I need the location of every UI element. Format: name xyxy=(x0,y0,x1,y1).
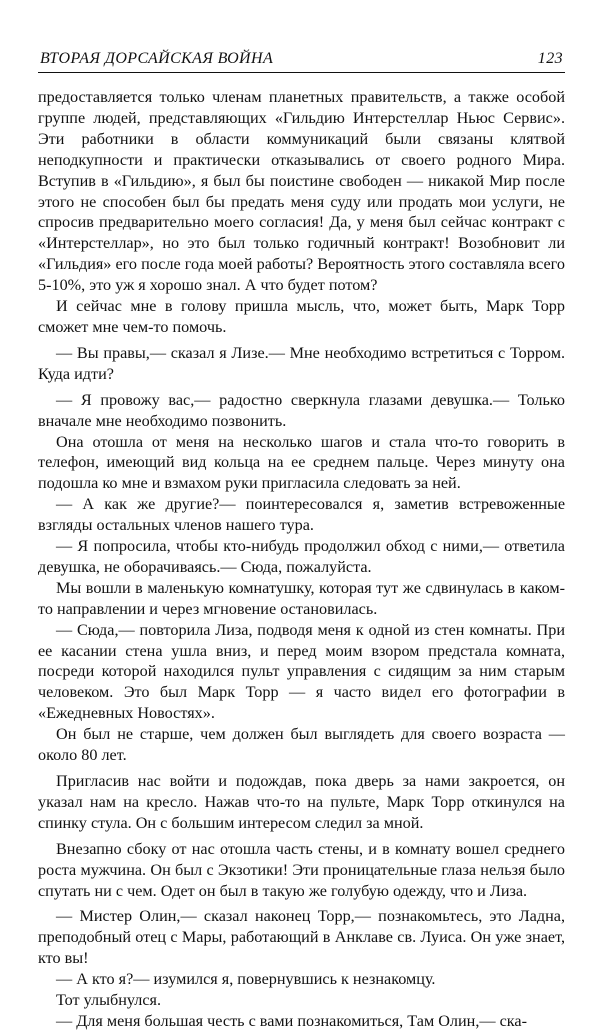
paragraph: Тот улыбнулся. xyxy=(56,991,162,1010)
body-text xyxy=(38,87,565,1032)
running-title: ВТОРАЯ ДОРСАЙСКАЯ ВОЙНА xyxy=(40,50,274,67)
paragraph: — Для меня большая честь с вами познакомиться, Там Олин,— ска- xyxy=(56,1011,527,1030)
paragraph: — Вы правы,— сказал я Лизе.— Мне необходимо встретиться с Торром. Куда идти? xyxy=(38,343,565,383)
paragraph: — Я провожу вас,— радостно сверкнула глазами девушка.— Только вначале мне необходимо позвонить. xyxy=(38,390,565,430)
paragraph: И сейчас мне в голову пришла мысль, что, может быть, Марк Торр сможет мне чем-то помочь. xyxy=(38,297,565,336)
paragraph: — А кто я?— изумился я, повернувшись к незнакомцу. xyxy=(56,970,436,989)
paragraph: Пригласив нас войти и подождав, пока дверь за нами закроется, он указал нам на кресло. Нажав что-то на пульте, Марк Торр откинулся на спинку стула. Он с большим интересом следил за мной. xyxy=(38,772,565,832)
paragraph: Она отошла от меня на несколько шагов и стала что-то говорить в телефон, имеющий вид кольца на ее среднем пальце. Через минуту она подошла ко мне и взмахом руки пригласила следовать за ней. xyxy=(38,432,565,493)
paragraph: Он был не старше, чем должен был выглядеть для своего возраста — около 80 лет. xyxy=(38,725,565,765)
page-number: 123 xyxy=(537,50,563,67)
paragraph: Внезапно сбоку от нас отошла часть стены, и в комнату вошел среднего роста мужчина. Он был с Экзотики! Эти проницательные глаза нельзя было спутать ни с чем. Одет он был в такую же голубую одежду, что и Лиза. xyxy=(38,839,565,900)
running-header xyxy=(38,44,565,73)
paragraph: предоставляется только членам планетных правительств, а также особой группе людей, представляющих «Гильдию Интерстеллар Ньюс Сервис». Эти работники в области коммуникаций были связаны клятвой неподкупности и практически отказывались от своего родного Мира. Вступив в «Гильдию», я был бы поистине свободен — никакой Мир после этого не способен был бы предать меня суду или продать мои услуги, не спросив предварительно моего согласия! Да, у меня был сейчас контракт с «Интерстеллар», но это был только годичный контракт! Возобновит ли «Гильдия» его после года моей работы? Вероятность этого составляла всего 5-10%, это уж я хорошо знал. А что будет потом? xyxy=(38,88,565,295)
paragraph: — Я попросила, чтобы кто-нибудь продолжил обход с ними,— ответила девушка, не оборачиваясь.— Сюда, пожалуйста. xyxy=(38,537,565,576)
paragraph: — А как же другие?— поинтересовался я, заметив встревоженные взгляды остальных членов нашего тура. xyxy=(38,495,565,535)
paragraph: — Мистер Олин,— сказал наконец Торр,— познакомьтесь, это Ладна, преподобный отец с Мары, работающий в Анклаве св. Луиса. Он уже знает, кто вы! xyxy=(38,907,565,968)
paragraph: — Сюда,— повторила Лиза, подводя меня к одной из стен комнаты. При ее касании стена ушла вниз, и перед моим взором предстала комната, посреди которой находился пульт управления с сидящим за ним старым человеком. Это был Марк Торр — я часто видел его фотографии в «Ежедневных Новостях». xyxy=(38,620,565,723)
paragraph: Мы вошли в маленькую комнатушку, которая тут же сдвинулась в каком-то направлении и через мгновение остановилась. xyxy=(38,578,565,618)
